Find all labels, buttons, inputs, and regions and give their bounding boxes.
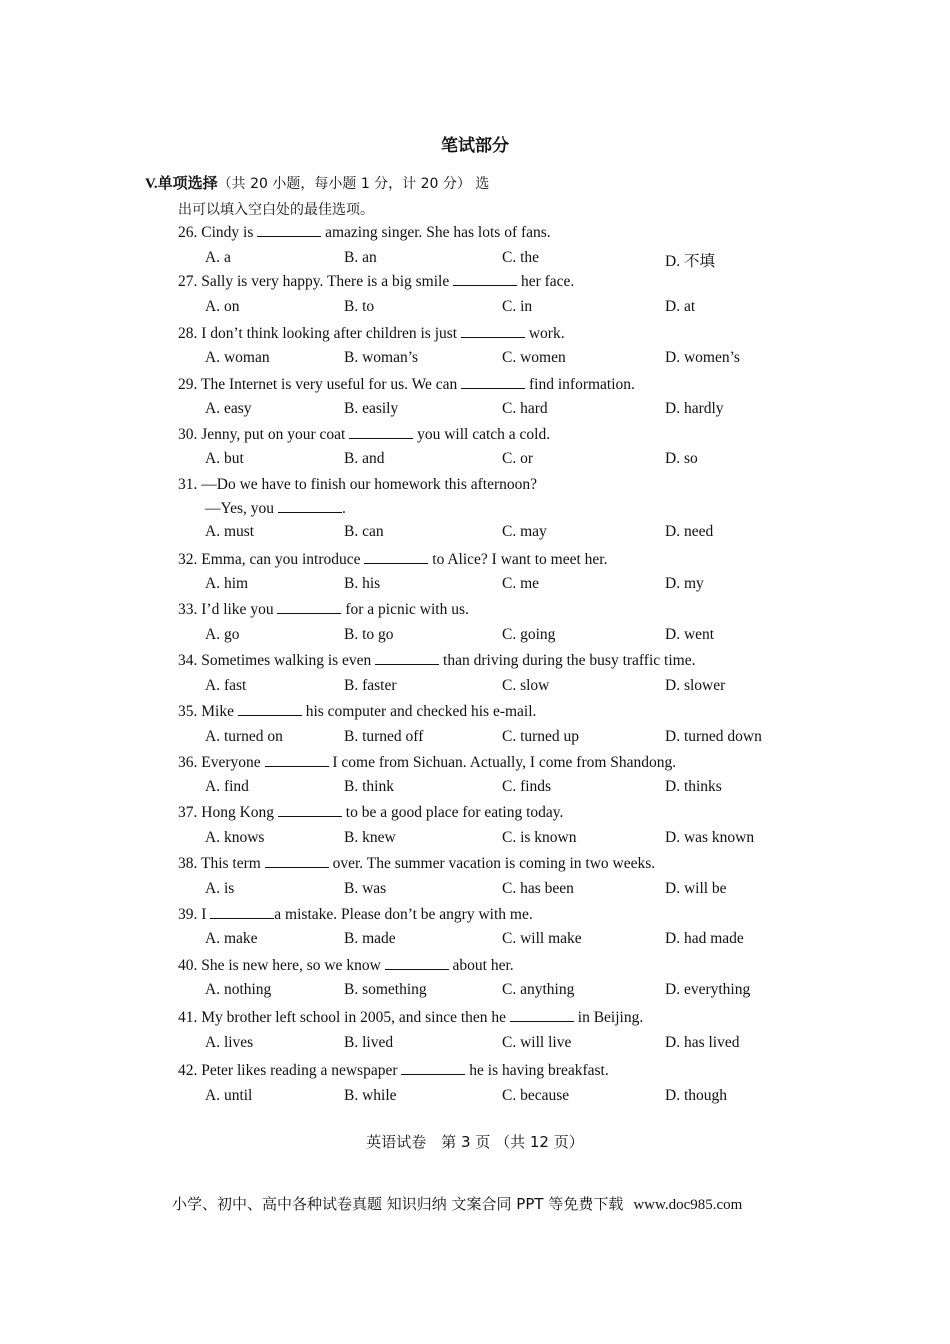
question-text: Hong Kong (201, 804, 275, 821)
answer-option: B. an (344, 249, 377, 266)
question-stem (178, 905, 533, 924)
answer-option: A. knows (205, 829, 265, 846)
question-text: Cindy is (201, 224, 254, 241)
answer-option: C. me (502, 575, 540, 592)
answer-blank (278, 499, 342, 513)
answer-option: B. turned off (344, 728, 424, 745)
answer-blank (453, 272, 517, 286)
question-text: The Internet is very useful for us. We can (200, 376, 458, 393)
question-number: 41. (178, 1009, 202, 1026)
question-stem (178, 854, 655, 873)
answer-blank (349, 425, 413, 439)
answer-blank (364, 550, 428, 564)
answer-option: A. find (205, 778, 249, 795)
answer-option: B. think (344, 778, 394, 795)
section-label: V.单项选择 (145, 176, 218, 192)
answer-option: D. went (665, 626, 715, 643)
answer-option: C. finds (502, 778, 552, 795)
question-stem (178, 550, 607, 569)
question-text: Mike (201, 703, 234, 720)
answer-option: C. will live (502, 1034, 572, 1051)
answer-option: C. because (502, 1087, 570, 1104)
question-text: he is having breakfast. (465, 1062, 609, 1079)
question-number: 32. (178, 551, 202, 568)
question-number: 34. (178, 652, 202, 669)
question-number: 26. (178, 224, 202, 241)
answer-option: B. was (344, 880, 387, 897)
question-text: Sometimes walking is even (201, 652, 372, 669)
answer-option: B. woman’s (344, 349, 419, 366)
question-text: in Beijing. (573, 1009, 644, 1026)
promo-text: 小学、初中、高中各种试卷真题 知识归纳 文案合同 PPT 等免费下载 (172, 1195, 624, 1213)
answer-option: C. may (502, 523, 547, 540)
answer-option: D. will be (665, 880, 727, 897)
answer-blank (265, 854, 329, 868)
question-text: Sally is very happy. There is a big smile (201, 273, 450, 290)
answer-option: B. something (344, 981, 427, 998)
question-text: amazing singer. She has lots of fans. (321, 224, 551, 241)
answer-option: C. or (502, 450, 533, 467)
answer-option: A. lives (205, 1034, 254, 1051)
answer-option: B. while (344, 1087, 397, 1104)
answer-option: B. easily (344, 400, 399, 417)
question-text: over. The summer vacation is coming in two weeks. (328, 855, 656, 872)
page-footer: 英语试卷 第 3 页 （共 12 页） (366, 1133, 584, 1151)
question-stem (178, 600, 469, 619)
answer-option: D. 不填 (665, 253, 715, 270)
answer-option: D. thinks (665, 778, 722, 795)
question-text: find information. (525, 376, 635, 393)
question-number: 36. (178, 754, 202, 771)
question-stem (178, 1008, 643, 1027)
question-text: I come from Sichuan. Actually, I come from Shandong. (328, 754, 677, 771)
answer-blank (257, 223, 321, 237)
question-text: She is new here, so we know (201, 957, 381, 974)
answer-option: D. turned down (665, 728, 762, 745)
answer-option: C. slow (502, 677, 550, 694)
question-number: 40. (178, 957, 202, 974)
question-text: than driving during the busy traffic time. (439, 652, 696, 669)
answer-option: A. nothing (205, 981, 272, 998)
question-stem (178, 1061, 609, 1080)
answer-option: C. has been (502, 880, 574, 897)
question-number: 27. (178, 273, 202, 290)
section-note: （共 20 小题，每小题 1 分，计 20 分） 选 (217, 176, 490, 192)
answer-option: D. hardly (665, 400, 724, 417)
answer-option: C. anything (502, 981, 575, 998)
question-text: I’d like you (201, 601, 274, 618)
answer-option: B. and (344, 450, 385, 467)
question-number: 29. (178, 376, 201, 393)
answer-option: A. woman (205, 349, 270, 366)
answer-option: A. until (205, 1087, 253, 1104)
question-text: you will catch a cold. (413, 426, 551, 443)
answer-option: A. go (205, 626, 240, 643)
question-stem-line2 (205, 499, 346, 518)
answer-option: B. to (344, 298, 375, 315)
section-instruction: 出可以填入空白处的最佳选项。 (178, 202, 374, 218)
answer-option: D. slower (665, 677, 726, 694)
answer-option: C. hard (502, 400, 548, 417)
answer-option: A. him (205, 575, 249, 592)
page-title: 笔试部分 (441, 136, 509, 156)
answer-option: D. everything (665, 981, 751, 998)
answer-option: C. in (502, 298, 533, 315)
answer-blank (238, 702, 302, 716)
question-text: Peter likes reading a newspaper (201, 1062, 398, 1079)
answer-blank (385, 956, 449, 970)
question-stem (178, 223, 551, 242)
question-stem (178, 753, 676, 772)
answer-option: B. faster (344, 677, 397, 694)
question-text: to Alice? I want to meet her. (428, 551, 608, 568)
question-stem (178, 476, 537, 494)
answer-option: A. but (205, 450, 244, 467)
answer-option: A. is (205, 880, 235, 897)
answer-option: C. the (502, 249, 540, 266)
answer-option: D. has lived (665, 1034, 740, 1051)
answer-blank (375, 651, 439, 665)
question-text: . (341, 500, 346, 517)
question-text: Emma, can you introduce (201, 551, 361, 568)
question-stem (178, 956, 514, 975)
answer-blank (401, 1061, 465, 1075)
answer-blank (210, 905, 274, 919)
answer-option: D. women’s (665, 349, 740, 366)
question-stem (178, 803, 563, 822)
answer-blank (265, 753, 329, 767)
question-stem (178, 702, 536, 721)
answer-option: B. his (344, 575, 381, 592)
answer-option: C. turned up (502, 728, 580, 745)
answer-option: A. turned on (205, 728, 283, 745)
question-text: My brother left school in 2005, and since then he (201, 1009, 507, 1026)
answer-blank (461, 375, 525, 389)
question-text: Everyone (201, 754, 261, 771)
question-text: I don’t think looking after children is just (201, 325, 458, 342)
question-number: 37. (178, 804, 202, 821)
answer-option: C. women (502, 349, 566, 366)
answer-option: D. though (665, 1087, 727, 1104)
answer-option: B. knew (344, 829, 396, 846)
question-text: This term (200, 855, 261, 872)
question-number: 35. (178, 703, 202, 720)
answer-option: A. must (205, 523, 255, 540)
answer-option: D. need (665, 523, 714, 540)
section-header (145, 174, 489, 194)
promo-line (172, 1193, 742, 1214)
answer-blank (278, 803, 342, 817)
answer-option: A. make (205, 930, 258, 947)
answer-blank (461, 324, 525, 338)
answer-option: B. lived (344, 1034, 394, 1051)
question-number: 33. (178, 601, 202, 618)
answer-option: D. so (665, 450, 698, 467)
question-number: 38. (178, 855, 201, 872)
answer-option: C. will make (502, 930, 582, 947)
answer-option: D. was known (665, 829, 755, 846)
question-text: —Do we have to finish our homework this afternoon? (201, 476, 538, 493)
promo-url: www.doc985.com (633, 1197, 743, 1213)
answer-option: B. can (344, 523, 384, 540)
answer-option: A. fast (205, 677, 247, 694)
answer-option: C. is known (502, 829, 577, 846)
question-stem (178, 324, 565, 343)
answer-option: C. going (502, 626, 556, 643)
question-text: for a picnic with us. (341, 601, 469, 618)
question-number: 28. (178, 325, 202, 342)
question-text: —Yes, you (205, 500, 278, 517)
answer-option: B. made (344, 930, 396, 947)
question-text: about her. (448, 957, 514, 974)
answer-option: A. a (205, 249, 231, 266)
question-number: 42. (178, 1062, 202, 1079)
answer-option: A. easy (205, 400, 252, 417)
question-number: 30. (178, 426, 202, 443)
answer-option: D. had made (665, 930, 744, 947)
question-stem (178, 375, 635, 394)
question-text: I (201, 906, 207, 923)
answer-option: A. on (205, 298, 240, 315)
question-text: work. (524, 325, 565, 342)
question-stem (178, 425, 550, 444)
answer-option: D. at (665, 298, 696, 315)
answer-option: D. my (665, 575, 704, 592)
question-number: 39. (178, 906, 202, 923)
answer-option: B. to go (344, 626, 394, 643)
question-text: her face. (517, 273, 575, 290)
question-stem (178, 272, 574, 291)
question-text: a mistake. Please don’t be angry with me. (274, 906, 533, 923)
question-number: 31. (178, 476, 202, 493)
answer-blank (510, 1008, 574, 1022)
question-text: to be a good place for eating today. (341, 804, 564, 821)
question-text: Jenny, put on your coat (201, 426, 346, 443)
answer-blank (277, 600, 341, 614)
question-stem (178, 651, 695, 670)
question-text: his computer and checked his e-mail. (301, 703, 537, 720)
